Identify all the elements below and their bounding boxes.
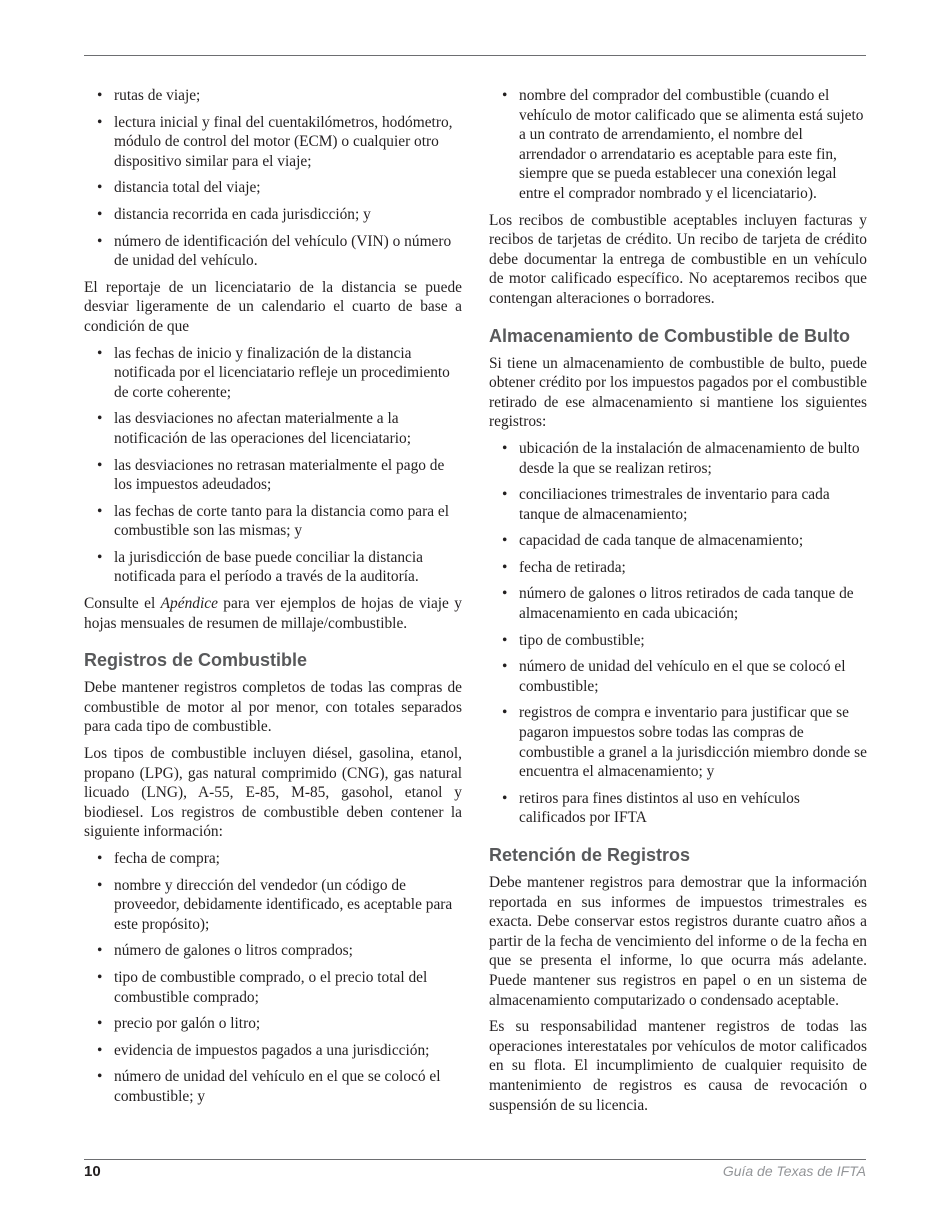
list-item: • número de galones o litros retirados de cada tanque de almacenamiento en cada ubicación; — [489, 584, 867, 623]
paragraph: Los tipos de combustible incluyen diésel, gasolina, etanol, propano (LPG), gas natural comprimido (CNG), gas natural licuado (LNG), A-55, E-85, M-85, gasohol, etanol y biodiesel. Los registros de combustible deben contener la siguiente información: — [84, 745, 462, 841]
list-item: • distancia total del viaje; — [84, 178, 462, 198]
paragraph: Es su responsabilidad mantener registros de todas las operaciones interestatales por vehículos de motor calificados en su flota. El incumplimiento de cualquier requisito de mantenimiento de registros es causa de revocación o suspensión de su licencia. — [489, 1018, 867, 1114]
list-item: • la jurisdicción de base puede conciliar la distancia notificada para el período a través de la auditoría. — [84, 548, 462, 587]
list-item: • las desviaciones no retrasan materialmente el pago de los impuestos adeudados; — [84, 456, 462, 495]
right-column — [489, 86, 867, 1122]
text-span: para ver ejemplos de hojas de viaje y hojas mensuales de resumen de millaje/combustible. — [84, 595, 462, 632]
section-heading-bulk-storage: Almacenamiento de Combustible de Bulto — [489, 325, 851, 346]
trip-record-list — [84, 86, 462, 271]
list-item: • distancia recorrida en cada jurisdicción; y — [84, 205, 462, 225]
list-item: • registros de compra e inventario para justificar que se pagaron impuestos sobre todas las compras de combustible a granel a la jurisdicción miembro donde se encuentra el almacenamiento; y — [489, 703, 867, 781]
list-item: • las fechas de corte tanto para la distancia como para el combustible son las mismas; y — [84, 502, 462, 541]
list-item: • conciliaciones trimestrales de inventario para cada tanque de almacenamiento; — [489, 485, 867, 524]
list-item: • número de unidad del vehículo en el que se colocó el combustible; y — [84, 1067, 462, 1106]
paragraph: Debe mantener registros completos de todas las compras de combustible de motor al por menor, con totales separados para cada tipo de combustible. — [84, 679, 462, 736]
list-item: • evidencia de impuestos pagados a una jurisdicción; — [84, 1041, 462, 1061]
document-title: Guía de Texas de IFTA — [722, 1163, 866, 1179]
left-column — [84, 86, 462, 1114]
list-item: • precio por galón o litro; — [84, 1014, 462, 1034]
text-span: Consulte el — [84, 595, 161, 613]
appendix-reference: Apéndice — [160, 595, 218, 613]
list-item: • fecha de retirada; — [489, 558, 867, 578]
appendix-paragraph — [84, 594, 462, 633]
list-item: • número de galones o litros comprados; — [84, 941, 462, 961]
paragraph: Los recibos de combustible aceptables incluyen facturas y recibos de tarjetas de crédito. Un recibo de tarjeta de crédito debe documentar la entrega de combustible en un vehículo de motor calificado específico. No aceptaremos recibos que contengan alteraciones o borradores. — [489, 211, 867, 307]
page-number: 10 — [84, 1163, 101, 1180]
list-item: • nombre y dirección del vendedor (un código de proveedor, debidamente identificado, es aceptable para este propósito); — [84, 876, 462, 935]
list-item: • lectura inicial y final del cuentakilómetros, hodómetro, módulo de control del motor (ECM) o cualquier otro dispositivo similar para el viaje; — [84, 113, 462, 172]
fuel-record-list — [84, 849, 462, 1107]
bulk-storage-list — [489, 439, 867, 828]
deviation-conditions-list — [84, 344, 462, 588]
footer-rule — [84, 1159, 866, 1160]
paragraph: Debe mantener registros para demostrar que la información reportada en sus informes de impuestos trimestrales es exacta. Debe conservar estos registros durante cuatro años a partir de la fecha de vencimiento del informe o de la fecha en que se presenta el informe, lo que ocurra más adelante. Puede mantener sus registros en papel o en un sistema de almacenamiento computarizado o condensado aceptable. — [489, 874, 867, 1009]
paragraph: Si tiene un almacenamiento de combustible de bulto, puede obtener crédito por los impuestos pagados por el combustible retirado de ese almacenamiento si mantiene los siguientes registros: — [489, 354, 867, 431]
paragraph: El reportaje de un licenciatario de la distancia se puede desviar ligeramente de un calendario el cuarto de base a condición de que — [84, 278, 462, 335]
list-item: • retiros para fines distintos al uso en vehículos calificados por IFTA — [489, 789, 867, 828]
list-item: • rutas de viaje; — [84, 86, 462, 106]
list-item: • tipo de combustible comprado, o el precio total del combustible comprado; — [84, 968, 462, 1007]
section-heading-fuel-records: Registros de Combustible — [84, 650, 308, 671]
list-item: • número de identificación del vehículo (VIN) o número de unidad del vehículo. — [84, 232, 462, 271]
list-item: • las desviaciones no afectan materialmente a la notificación de las operaciones del licenciatario; — [84, 409, 462, 448]
section-heading-record-retention: Retención de Registros — [489, 845, 691, 865]
list-item: • fecha de compra; — [84, 849, 462, 869]
list-item: • capacidad de cada tanque de almacenamiento; — [489, 531, 867, 551]
list-item: • las fechas de inicio y finalización de la distancia notificada por el licenciatario refleje un procedimiento de corte coherente; — [84, 344, 462, 403]
list-item: • nombre del comprador del combustible (cuando el vehículo de motor calificado que se alimenta está sujeto a un contrato de arrendamiento, el nombre del arrendador o arrendatario es aceptable para este fin, siempre que se pueda establecer una conexión legal entre el comprador nombrado y el licenciatario). — [489, 86, 867, 204]
list-item: • tipo de combustible; — [489, 631, 867, 651]
list-item: • ubicación de la instalación de almacenamiento de bulto desde la que se realizan retiros; — [489, 439, 867, 478]
fuel-record-list-continued — [489, 86, 867, 204]
list-item: • número de unidad del vehículo en el que se colocó el combustible; — [489, 657, 867, 696]
header-rule — [84, 55, 866, 56]
